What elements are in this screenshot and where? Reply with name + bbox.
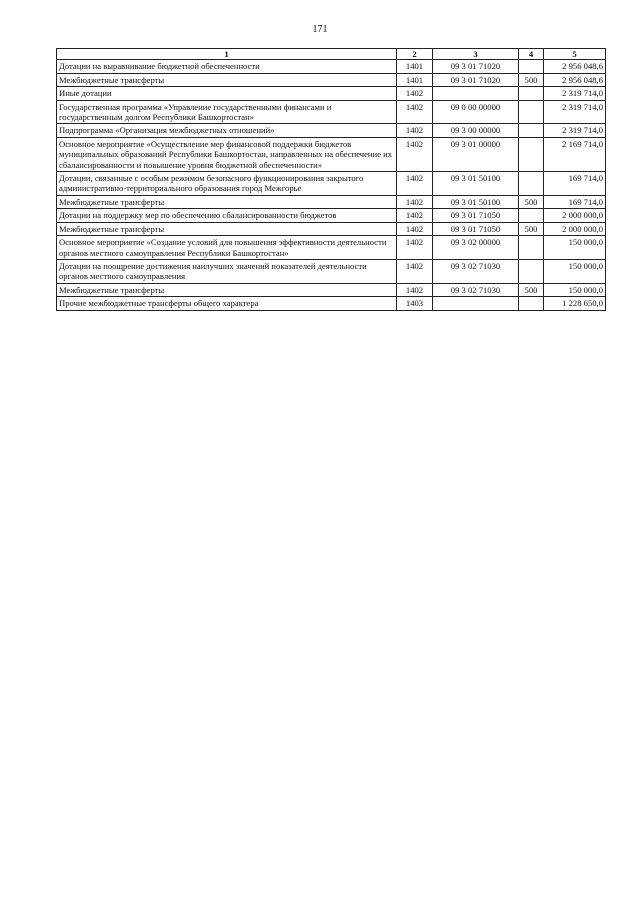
row-amount-cell: 150 000,0	[544, 259, 606, 283]
row-type-cell	[519, 209, 544, 222]
table-row	[57, 137, 606, 171]
row-section-cell: 1402	[397, 209, 433, 222]
row-name-cell: Межбюджетные трансферты	[57, 195, 397, 208]
row-code-cell: 09 3 01 00000	[433, 137, 519, 171]
row-section-cell: 1402	[397, 100, 433, 124]
row-code-cell: 09 3 01 71020	[433, 73, 519, 86]
row-type-cell: 500	[519, 222, 544, 235]
row-type-cell	[519, 137, 544, 171]
table-row	[57, 209, 606, 222]
row-code-cell: 09 3 01 50100	[433, 195, 519, 208]
table-row	[57, 172, 606, 196]
row-name-cell: Дотации на выравнивание бюджетной обеспеченности	[57, 60, 397, 73]
row-name-cell: Дотации на поощрение достижения наилучших значений показателей деятельности органов местного самоуправления	[57, 259, 397, 283]
row-name-cell: Межбюджетные трансферты	[57, 73, 397, 86]
table-row	[57, 283, 606, 296]
row-amount-cell: 2 000 000,0	[544, 209, 606, 222]
row-name-cell: Межбюджетные трансферты	[57, 222, 397, 235]
row-section-cell: 1402	[397, 172, 433, 196]
row-section-cell: 1402	[397, 87, 433, 100]
row-section-cell: 1401	[397, 60, 433, 73]
row-amount-cell: 2 169 714,0	[544, 137, 606, 171]
row-type-cell	[519, 236, 544, 260]
row-code-cell: 09 3 01 71050	[433, 209, 519, 222]
row-name-cell: Государственная программа «Управление государственными финансами и государственным долгом Республики Башкортостан»	[57, 100, 397, 124]
row-amount-cell: 150 000,0	[544, 236, 606, 260]
row-name-cell: Прочие межбюджетные трансферты общего характера	[57, 297, 397, 310]
row-code-cell: 09 3 01 71050	[433, 222, 519, 235]
row-amount-cell: 2 319 714,0	[544, 100, 606, 124]
row-name-cell: Дотации, связанные с особым режимом безопасного функционирования закрытого административно-территориального образования город Межгорье	[57, 172, 397, 196]
row-code-cell: 09 3 01 71020	[433, 60, 519, 73]
row-code-cell	[433, 297, 519, 310]
table-row	[57, 73, 606, 86]
column-header-amount: 5	[544, 49, 606, 60]
table-body	[57, 60, 606, 310]
row-section-cell: 1402	[397, 259, 433, 283]
row-section-cell: 1402	[397, 137, 433, 171]
row-amount-cell: 169 714,0	[544, 172, 606, 196]
table-row	[57, 87, 606, 100]
row-name-cell: Иные дотации	[57, 87, 397, 100]
row-section-cell: 1402	[397, 222, 433, 235]
row-section-cell: 1402	[397, 195, 433, 208]
row-name-cell: Основное мероприятие «Создание условий для повышения эффективности деятельности органов местного самоуправления Республики Башкортостан»	[57, 236, 397, 260]
table-row	[57, 60, 606, 73]
row-type-cell: 500	[519, 73, 544, 86]
row-amount-cell: 169 714,0	[544, 195, 606, 208]
column-header-name: 1	[57, 49, 397, 60]
row-section-cell: 1403	[397, 297, 433, 310]
page-number: 171	[312, 24, 328, 35]
row-type-cell	[519, 172, 544, 196]
row-section-cell: 1402	[397, 236, 433, 260]
table-header-row	[57, 49, 606, 60]
table-row	[57, 100, 606, 124]
column-header-code: 3	[433, 49, 519, 60]
row-name-cell: Дотации на поддержку мер по обеспечению сбалансированности бюджетов	[57, 209, 397, 222]
row-amount-cell: 2 319 714,0	[544, 87, 606, 100]
table-row	[57, 297, 606, 310]
row-amount-cell: 2 000 000,0	[544, 222, 606, 235]
row-type-cell	[519, 297, 544, 310]
row-name-cell: Основное мероприятие «Осуществление мер финансовой поддержки бюджетов муниципальных образований Республики Башкортостан, направленных на обеспечение их сбалансированности и повышение уровня бюджетной обеспеченности»	[57, 137, 397, 171]
row-code-cell: 09 3 00 00000	[433, 124, 519, 137]
row-type-cell	[519, 100, 544, 124]
table-row	[57, 236, 606, 260]
table-row	[57, 195, 606, 208]
row-type-cell: 500	[519, 195, 544, 208]
row-code-cell: 09 0 00 00000	[433, 100, 519, 124]
column-header-section: 2	[397, 49, 433, 60]
row-type-cell	[519, 60, 544, 73]
row-amount-cell: 2 956 048,6	[544, 60, 606, 73]
row-amount-cell: 2 319 714,0	[544, 124, 606, 137]
row-code-cell: 09 3 02 71030	[433, 283, 519, 296]
row-section-cell: 1401	[397, 73, 433, 86]
row-code-cell: 09 3 02 00000	[433, 236, 519, 260]
budget-table	[56, 48, 606, 311]
row-amount-cell: 2 956 048,6	[544, 73, 606, 86]
table-row	[57, 259, 606, 283]
row-code-cell: 09 3 01 50100	[433, 172, 519, 196]
row-amount-cell: 150 000,0	[544, 283, 606, 296]
table-row	[57, 222, 606, 235]
row-code-cell	[433, 87, 519, 100]
row-name-cell: Межбюджетные трансферты	[57, 283, 397, 296]
row-type-cell	[519, 124, 544, 137]
column-header-type: 4	[519, 49, 544, 60]
row-type-cell	[519, 259, 544, 283]
table-row	[57, 124, 606, 137]
row-type-cell	[519, 87, 544, 100]
row-section-cell: 1402	[397, 283, 433, 296]
row-section-cell: 1402	[397, 124, 433, 137]
row-name-cell: Подпрограмма «Организация межбюджетных отношений»	[57, 124, 397, 137]
row-code-cell: 09 3 02 71030	[433, 259, 519, 283]
row-type-cell: 500	[519, 283, 544, 296]
row-amount-cell: 1 228 650,0	[544, 297, 606, 310]
